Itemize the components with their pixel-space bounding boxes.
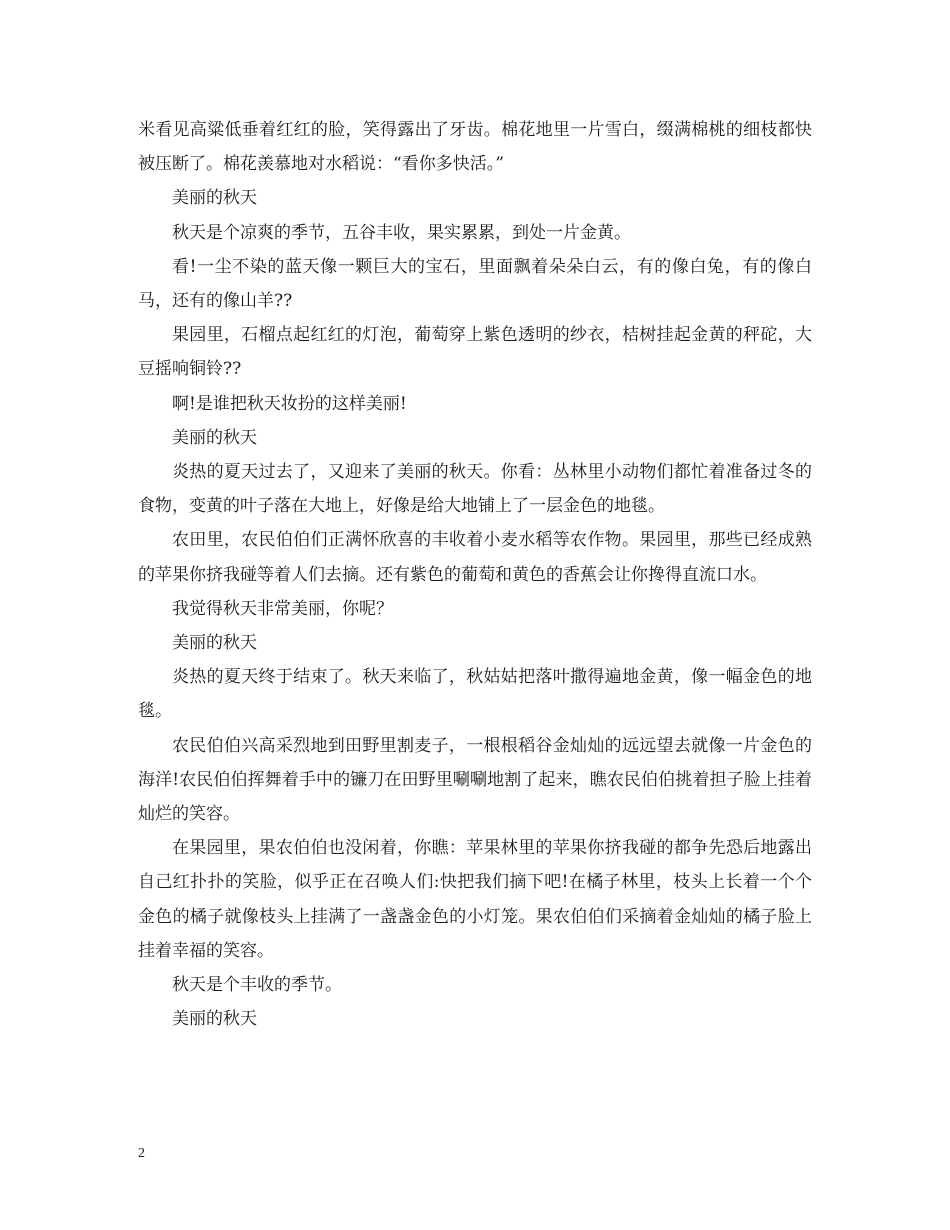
paragraph: 秋天是个凉爽的季节，五谷丰收，果实累累，到处一片金黄。 <box>172 222 631 243</box>
paragraph: 看!一尘不染的蓝天像一颗巨大的宝石，里面飘着朵朵白云，有的像白兔，有的像白马，还有的像山羊?? <box>138 256 812 312</box>
section-title: 美丽的秋天 <box>172 427 257 448</box>
section-title: 美丽的秋天 <box>172 188 257 209</box>
paragraph: 炎热的夏天终于结束了。秋天来临了，秋姑姑把落叶撒得遍地金黄，像一幅金色的地毯。 <box>138 667 812 722</box>
section-title: 美丽的秋天 <box>172 633 257 654</box>
section-title: 美丽的秋天 <box>172 1009 257 1030</box>
page-number: 2 <box>138 1146 145 1161</box>
paragraph: 啊!是谁把秋天妆扮的这样美丽! <box>172 393 407 414</box>
paragraph: 炎热的夏天过去了，又迎来了美丽的秋天。你看：丛林里小动物们都忙着准备过冬的食物，变黄的叶子落在大地上，好像是给大地铺上了一层金色的地毯。 <box>138 462 812 517</box>
paragraph: 农田里，农民伯伯们正满怀欣喜的丰收着小麦水稻等农作物。果园里，那些已经成熟的苹果你挤我碰等着人们去摘。还有紫色的葡萄和黄色的香蕉会让你搀得直流口水。 <box>138 530 812 585</box>
paragraph: 米看见高粱低垂着红红的脸，笑得露出了牙齿。棉花地里一片雪白，缀满棉桃的细枝都快被压断了。棉花羡慕地对水稻说：“看你多快活。” <box>138 120 812 175</box>
paragraph: 在果园里，果农伯伯也没闲着，你瞧：苹果林里的苹果你挤我碰的都争先恐后地露出自己红扑扑的笑脸，似乎正在召唤人们:快把我们摘下吧!在橘子林里，枝头上长着一个个金色的橘子就像枝头上挂满了一盏盏金色的小灯笼。果农伯伯们采摘着金灿灿的橘子脸上挂着幸福的笑容。 <box>138 838 812 961</box>
paragraph: 果园里，石榴点起红红的灯泡，葡萄穿上紫色透明的纱衣，桔树挂起金黄的秤砣，大豆摇响铜铃?? <box>138 325 812 380</box>
paragraph: 我觉得秋天非常美丽，你呢？ <box>172 598 393 619</box>
paragraph: 秋天是个丰收的季节。 <box>172 975 342 996</box>
paragraph: 农民伯伯兴高采烈地到田野里割麦子，一根根稻谷金灿灿的远远望去就像一片金色的海洋!农民伯伯挥舞着手中的镰刀在田野里唰唰地割了起来，瞧农民伯伯挑着担子脸上挂着灿烂的笑容。 <box>138 735 812 825</box>
document-body <box>138 113 812 1036</box>
